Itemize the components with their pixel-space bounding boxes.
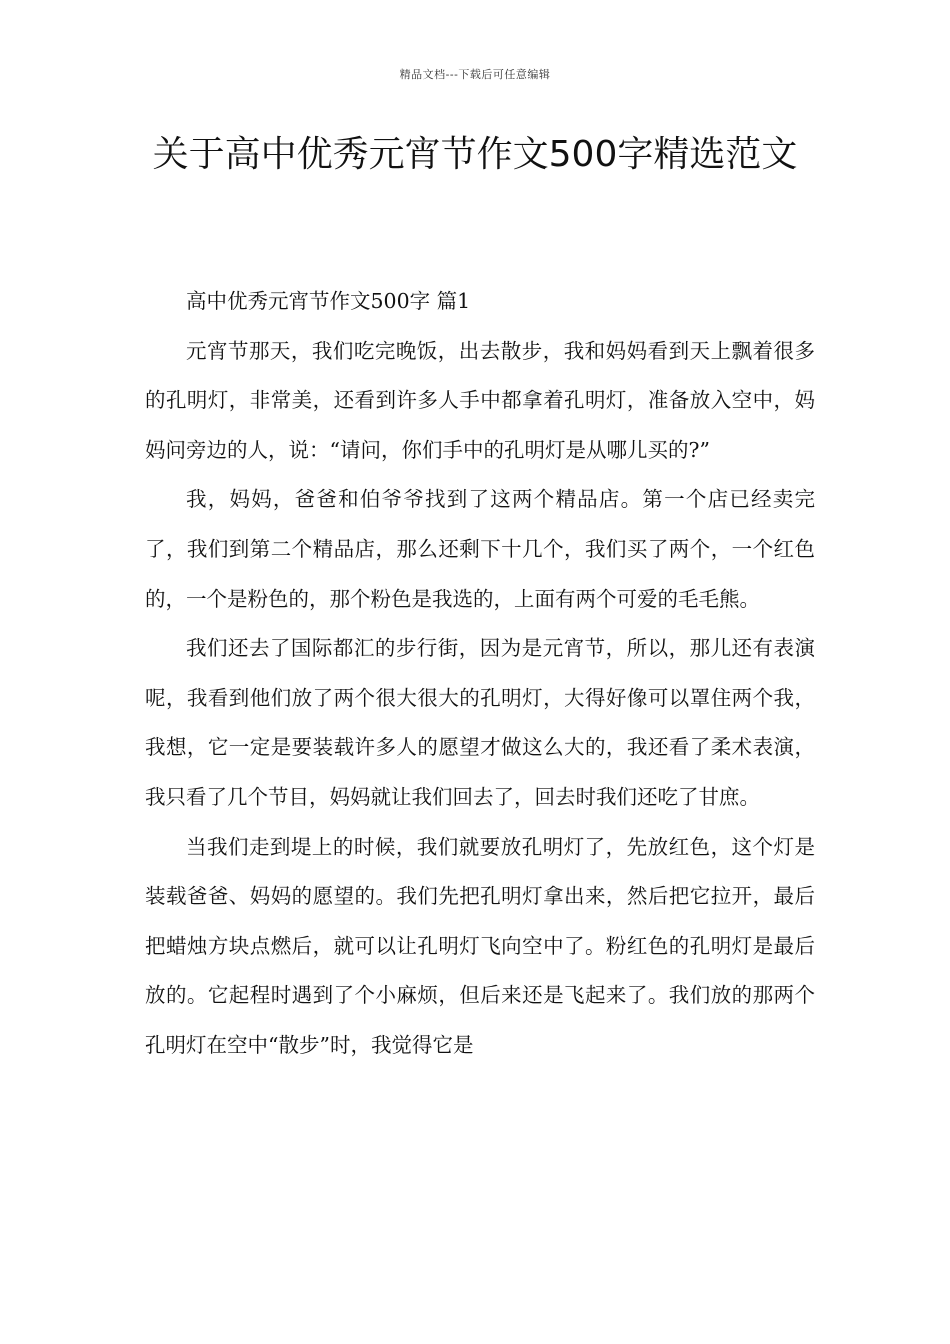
- paragraph: 当我们走到堤上的时候，我们就要放孔明灯了，先放红色，这个灯是装载爸爸、妈妈的愿望的。我们先把孔明灯拿出来，然后把它拉开，最后把蜡烛方块点燃后，就可以让孔明灯飞向空中了。粉红色的孔明灯是最后放的。它起程时遇到了个小麻烦，但后来还是飞起来了。我们放的那两个孔明灯在空中“散步”时，我觉得它是: [145, 834, 815, 1057]
- paragraph: 我们还去了国际都汇的步行街，因为是元宵节，所以，那儿还有表演呢，我看到他们放了两个很大很大的孔明灯，大得好像可以罩住两个我，我想，它一定是要装载许多人的愿望才做这么大的，我还看了柔术表演，我只看了几个节目，妈妈就让我们回去了，回去时我们还吃了甘庶。: [145, 636, 815, 809]
- paragraph: 我，妈妈，爸爸和伯爷爷找到了这两个精品店。第一个店已经卖完了，我们到第二个精品店，那么还剩下十几个，我们买了两个，一个红色的，一个是粉色的，那个粉色是我选的，上面有两个可爱的毛毛熊。: [145, 487, 815, 611]
- document-title: 关于高中优秀元宵节作文500字精选范文: [152, 134, 798, 175]
- document-body: [145, 277, 815, 1071]
- section-heading: 高中优秀元宵节作文500字 篇1: [186, 289, 471, 313]
- header-note: 精品文档---下载后可任意编辑: [399, 68, 551, 81]
- paragraph: 元宵节那天，我们吃完晚饭，出去散步，我和妈妈看到天上飘着很多的孔明灯，非常美，还看到许多人手中都拿着孔明灯，准备放入空中，妈妈问旁边的人，说：“请问，你们手中的孔明灯是从哪儿买的?”: [145, 338, 815, 462]
